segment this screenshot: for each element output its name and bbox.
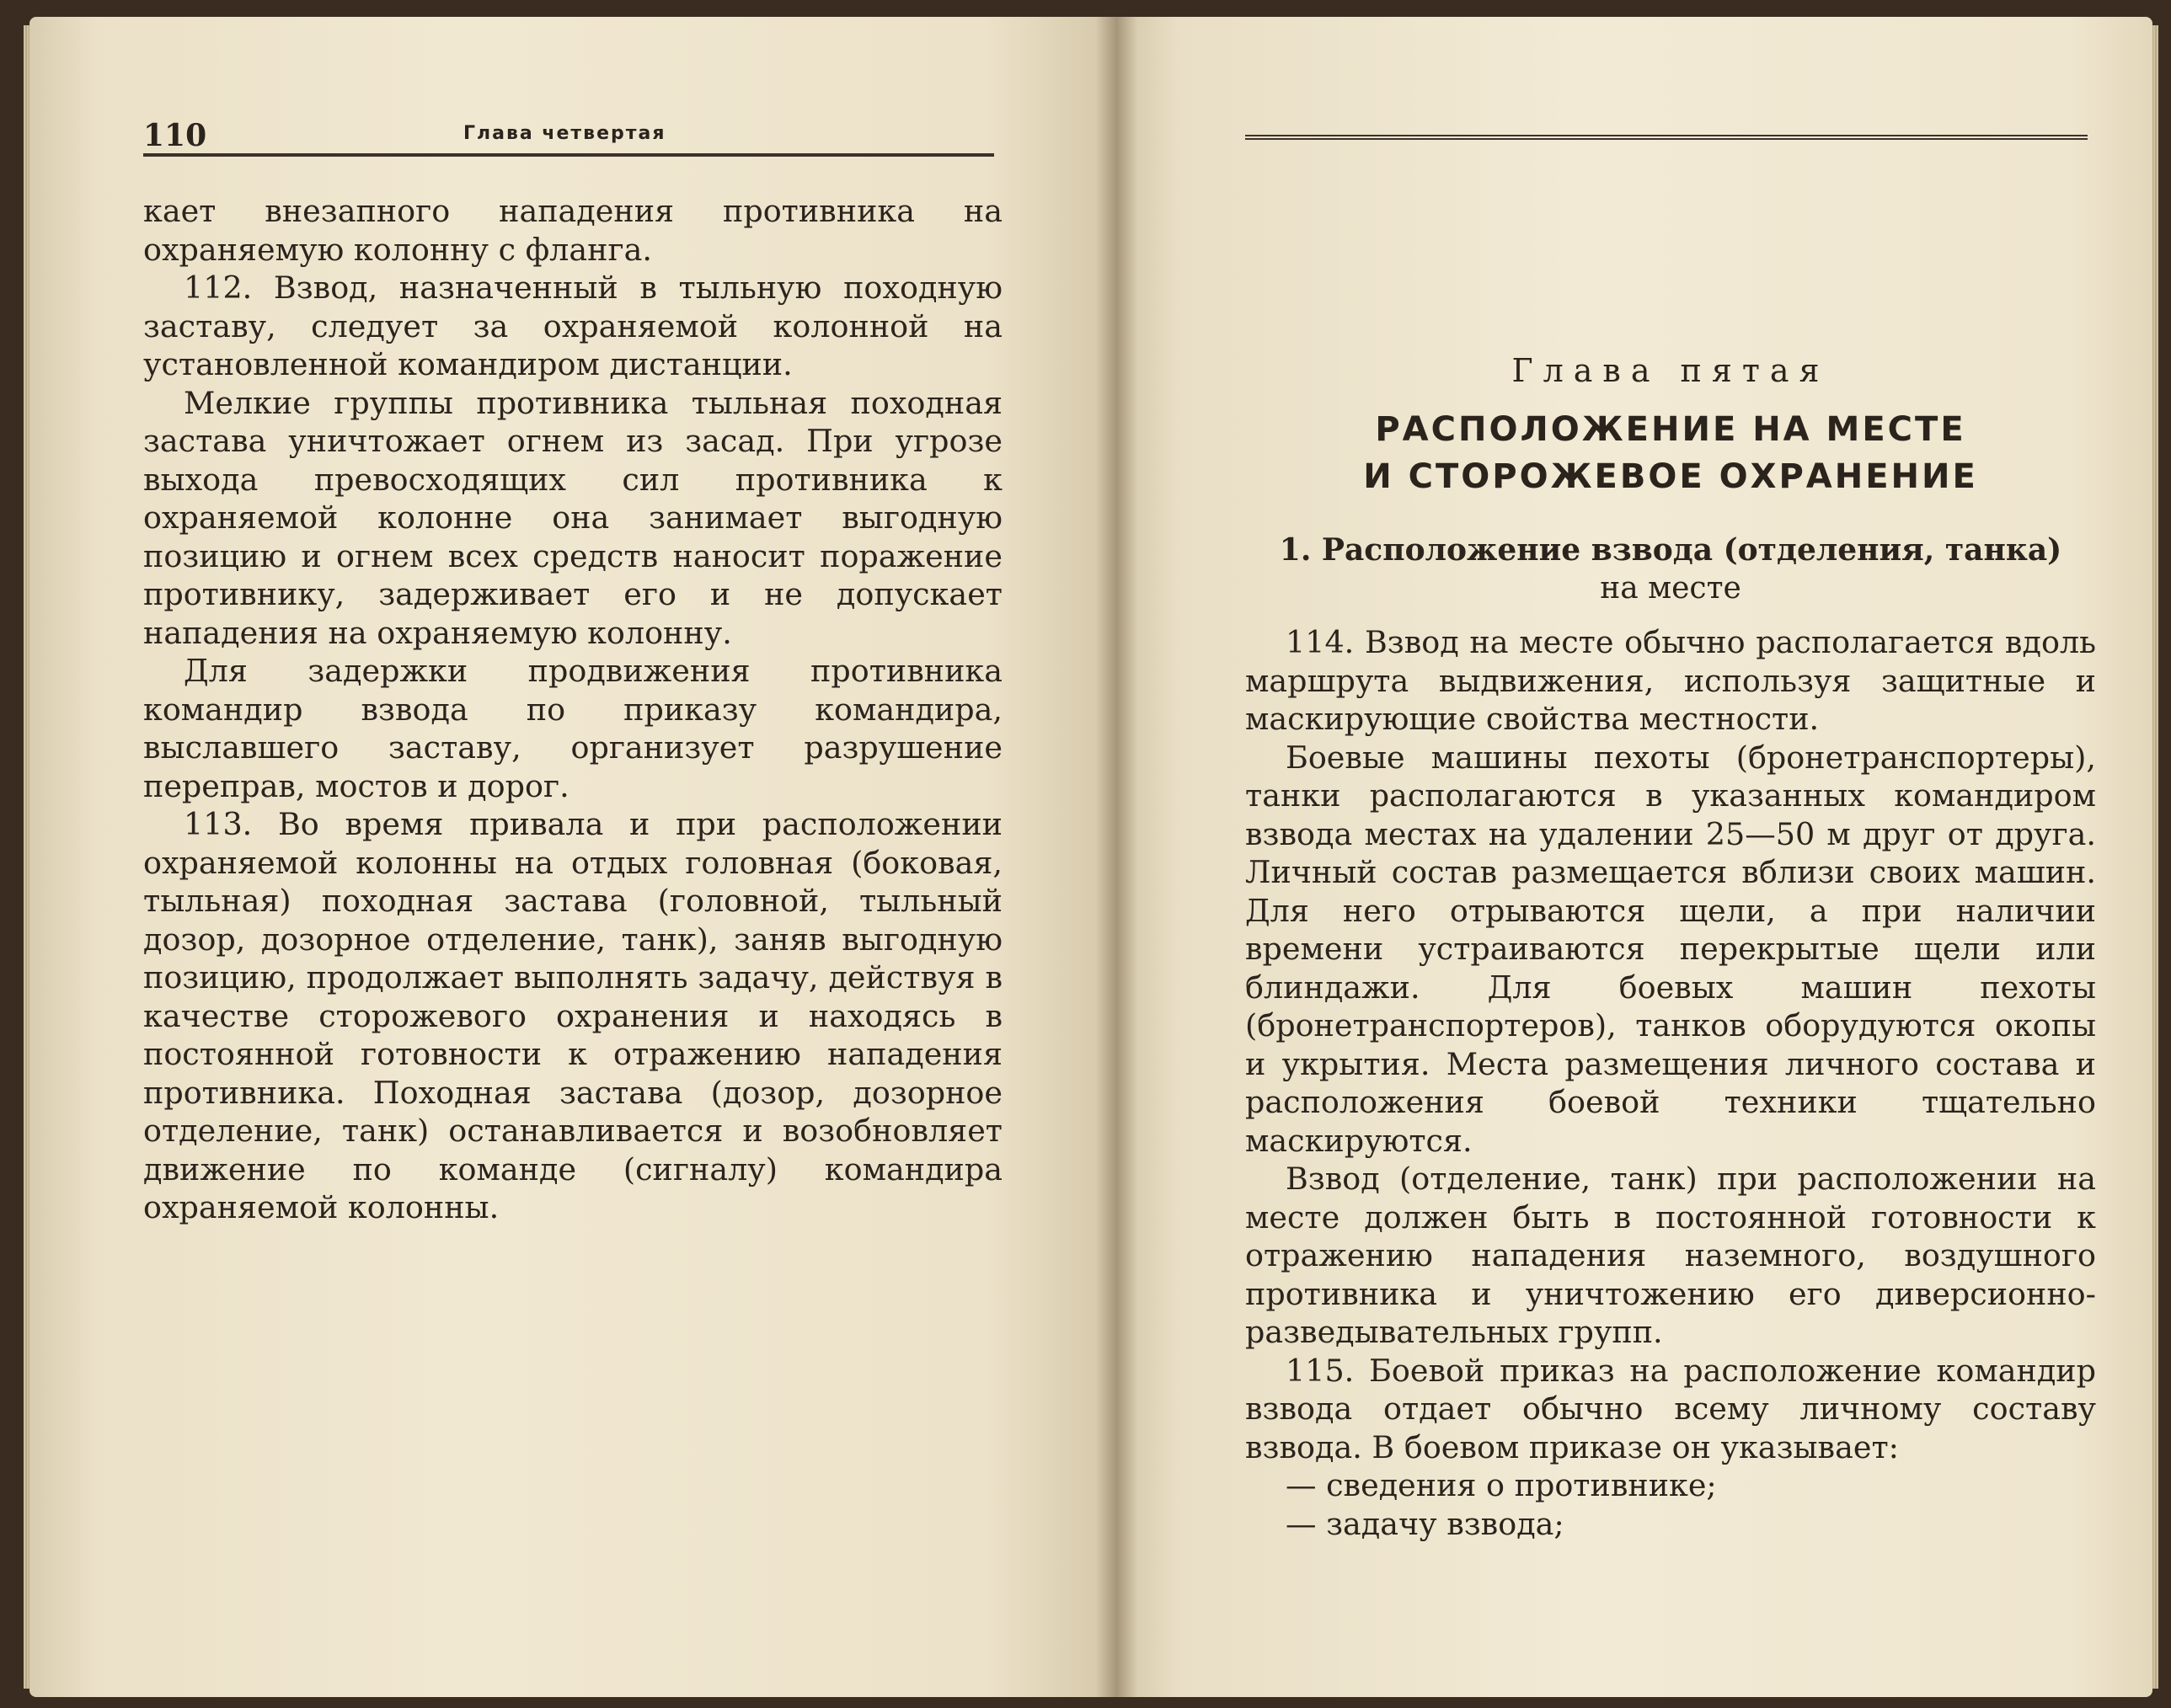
paragraph: Мелкие группы противника тыльная походная застава уничтожает огнем из засад. При угрозе выхода превосходящих сил противника к охраняемой колонне она занимает выгодную позицию и огнем всех средств наносит поражение противнику, задерживает его и не допускает нападения на охраняемую колонну.: [143, 384, 1003, 651]
right-page-header-rule: [1245, 126, 2088, 140]
paragraph: Взвод (отделение, танк) при расположении на месте должен быть в постоянной готовности к отражению нападения наземного, воздушного противника и уничтожению его диверсионно-разведывательных групп.: [1245, 1161, 2096, 1350]
paragraph: Боевые машины пехоты (бронетранспортеры), танки располагаются в указанных командиром взвода местах на удалении 25—50 м друг от друга. Личный состав размещается вблизи своих машин. Для него отрываются щели, а при наличии времени устраиваются перекрытые щели или блиндажи. Для боевых машин пехоты (бронетранспортеров), танков оборудуются окопы и укрытия. Места размещения личного состава и расположения боевой техники тщательно маскируются.: [1245, 739, 2096, 1159]
page-number: 110: [143, 118, 207, 153]
chapter-title-line: РАСПОЛОЖЕНИЕ НА МЕСТЕ: [1375, 410, 1966, 449]
chapter-title-line: И СТОРОЖЕВОЕ ОХРАНЕНИЕ: [1363, 457, 1978, 496]
paragraph: 114. Взвод на месте обычно располагается вдоль маршрута выдвижения, используя защитные и маскирующие свойства местности.: [1245, 624, 2096, 737]
running-head: Глава четвертая: [463, 123, 666, 144]
paragraph: 115. Боевой приказ на расположение командир взвода отдает обычно всему личному составу взвода. В боевом приказе он указывает:: [1245, 1352, 2096, 1465]
paragraph: 113. Во время привала и при расположении охраняемой колонны на отдых головная (боковая, тыльная) походная застава (головной, тыльный дозор, дозорное отделение, танк), заняв выгодную позицию, продолжает выполнять задачу, действуя в качестве сторожевого охранения и находясь в постоянной готовности к отражению нападения противника. Походная застава (дозор, дозорное отделение, танк) останавливается и возобновляет движение по команде (сигналу) командира охраняемой колонны.: [143, 806, 1003, 1225]
right-page-text: [1245, 623, 2096, 1543]
list-item: — сведения о противнике;: [1286, 1467, 1717, 1503]
book-spine: [1095, 17, 1137, 1697]
list-item: — задачу взвода;: [1286, 1505, 1564, 1542]
section-title-line: 1. Расположение взвода (отделения, танка): [1279, 532, 2062, 568]
left-page-header: [143, 118, 994, 157]
paragraph: кает внезапного нападения противника на охраняемую колонну с фланга.: [143, 193, 1003, 268]
chapter-title: [1245, 406, 2096, 500]
chapter-label: Глава пятая: [1511, 352, 1830, 389]
left-page-text: [143, 192, 1003, 1227]
section-title: [1245, 531, 2096, 608]
section-title-line: на месте: [1600, 571, 1741, 606]
paragraph: Для задержки продвижения противника командир взвода по приказу командира, выславшего заставу, организует разрушение переправ, мостов и дорог.: [143, 653, 1003, 804]
paragraph: 112. Взвод, назначенный в тыльную походную заставу, следует за охраняемой колонной на установленной командиром дистанции.: [143, 270, 1003, 382]
